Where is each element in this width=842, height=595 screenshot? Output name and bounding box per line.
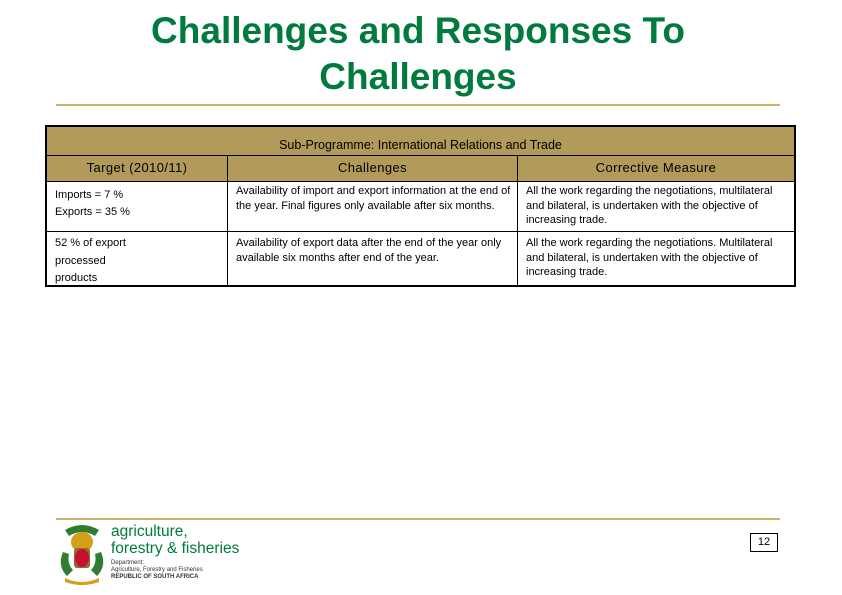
slide-title: Challenges and Responses To Challenges <box>151 10 685 97</box>
header-target: Target (2010/11) <box>47 156 228 181</box>
department-block <box>111 560 203 581</box>
logo-wordmark <box>111 523 239 557</box>
page-number: 12 <box>750 533 778 552</box>
dept-line-2: Agriculture, Forestry and Fisheries <box>111 567 203 573</box>
dept-line-1: Department: <box>111 560 145 566</box>
logo-line-2: forestry & fisheries <box>111 540 240 557</box>
corrective-measure-cell: All the work regarding the negotiations. Multilateral and bilateral, is undertaken with the objective of increasing trade. <box>526 237 773 278</box>
target-cell: 52 % of export processed products <box>47 232 228 287</box>
table-row <box>47 232 794 287</box>
header-corrective-measure: Corrective Measure <box>595 160 717 175</box>
challenge-cell: Availability of export data after the end of the year only available six months after end of the year. <box>228 232 518 287</box>
header-challenges: Challenges <box>228 156 518 181</box>
title-divider <box>56 104 780 106</box>
logo-line-1: agriculture, <box>111 523 188 540</box>
footer-divider <box>56 518 780 520</box>
challenge-cell: Availability of import and export information at the end of the year. Final figures only available after six months. <box>228 182 518 231</box>
corrective-measure-cell: All the work regarding the negotiations, multilateral and bilateral, is undertaken with the objective of increasing trade. <box>526 185 773 226</box>
target-cell: Imports = 7 % Exports = 35 % <box>47 182 228 231</box>
dept-line-3: REPUBLIC OF SOUTH AFRICA <box>111 574 199 580</box>
measures-table <box>45 125 796 287</box>
table-header-row <box>47 156 794 182</box>
table-row <box>47 182 794 232</box>
table-banner: Sub-Programme: International Relations and Trade <box>47 127 794 156</box>
